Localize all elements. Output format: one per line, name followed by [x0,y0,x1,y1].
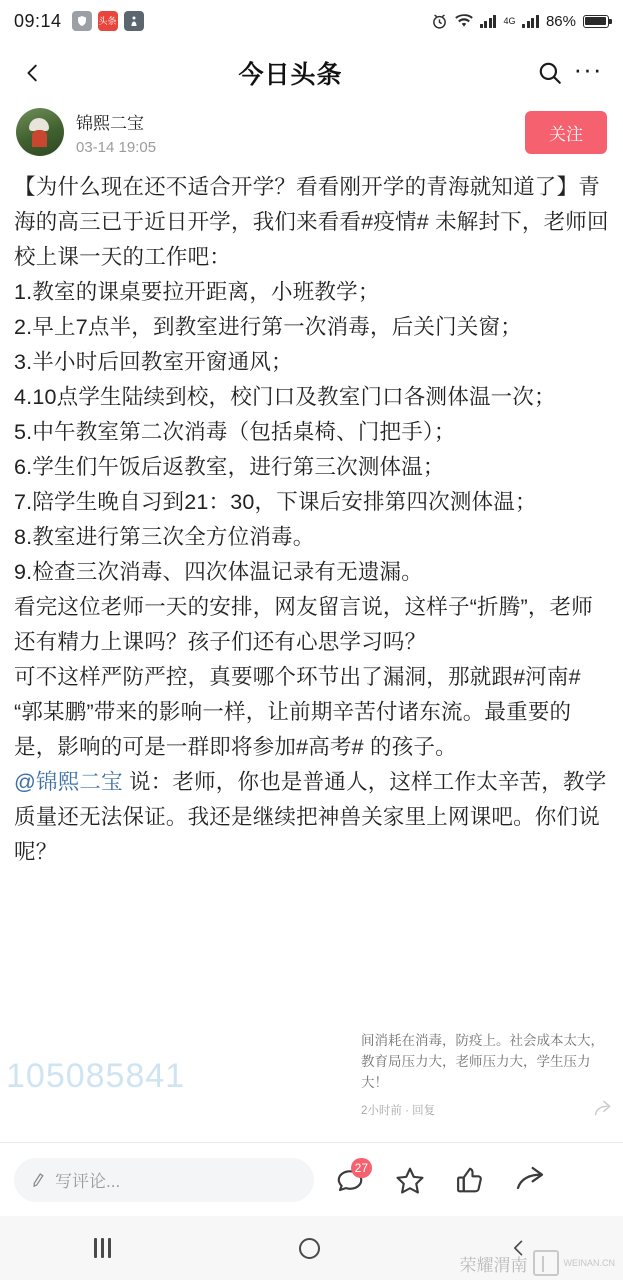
article-paragraph: 5.中午教室第二次消毒（包括桌椅、门把手）； [14,420,456,444]
news-badge-icon: 头条 [98,11,118,31]
comment-input-placeholder: 写评论... [55,1172,121,1191]
signal-bars-primary-icon [480,14,497,28]
shield-badge-icon [72,11,92,31]
reply-arrow-icon[interactable] [593,1098,613,1118]
battery-percent-label: 86% [545,12,576,30]
article-paragraph: 8.教室进行第三次全方位消毒。 [14,525,315,549]
app-badge-icon [124,11,144,31]
author-row [0,104,623,166]
system-nav-bar [0,1216,623,1280]
device-watermark [460,1250,616,1276]
comment-count-badge: 27 [351,1158,372,1178]
home-circle-icon[interactable] [299,1238,320,1259]
battery-icon [583,15,609,28]
action-bar [0,1142,623,1216]
share-arrow-icon[interactable] [506,1156,554,1204]
author-name[interactable]: 锦熙二宝 [76,113,144,133]
recent-apps-icon[interactable] [94,1238,111,1258]
article-paragraph: 可不这样严防严控，真要哪个环节出了漏洞，那就跟#河南# “郭某鹏”带来的影响一样，让前期辛苦付诸东流。最重要的是，影响的可是一群即将参加#高考# 的孩子。 [14,665,581,759]
article-paragraph: 9.检查三次消毒、四次体温记录有无遗漏。 [14,560,423,584]
quoted-comment[interactable] [361,1030,609,1122]
search-icon[interactable] [531,54,569,92]
article-paragraph: 2.早上7点半，到教室进行第一次消毒，后关门关窗； [14,315,522,339]
article-paragraph: 看完这位老师一天的安排，网友留言说，这样子“折腾”，老师还有精力上课吗？孩子们还有心思学习吗？ [14,595,593,654]
watermark-logo-icon [533,1250,559,1276]
article-paragraph: 1.教室的课桌要拉开距离，小班教学； [14,280,380,304]
article-body [0,166,623,1142]
status-clock: 09:14 [14,10,62,31]
status-notification-icons [72,11,144,31]
wifi-icon [455,14,473,28]
device-watermark-sub: WEINAN.CN [563,1258,615,1268]
device-watermark-label: 荣耀渭南 [459,1255,528,1275]
avatar[interactable] [16,108,64,156]
article-paragraph: 3.半小时后回教室开窗通风； [14,350,293,374]
comment-bubble-icon[interactable] [326,1156,374,1204]
thumbs-up-icon[interactable] [446,1156,494,1204]
back-button[interactable] [16,56,50,90]
page-title: 今日头条 [238,61,343,89]
signal-4g-label: 4G [503,16,516,26]
author-timestamp: 03-14 19:05 [76,138,157,156]
mention-link[interactable]: @锦熙二宝 [14,770,123,794]
status-right-icons [431,13,609,30]
pencil-icon [28,1169,48,1189]
alarm-icon [431,13,448,30]
more-dots-icon[interactable]: ··· [573,54,603,84]
article-paragraph-mention [14,765,609,870]
signal-bars-secondary-icon [522,14,539,28]
mention-paragraph-text: 说：老师，你也是普通人，这样工作太辛苦，教学质量还无法保证。我还是继续把神兽关家里上网课吧。你们说呢？ [14,770,607,864]
quoted-comment-text: 间消耗在消毒，防疫上。社会成本太大，教育局压力大，老师压力大，学生压力大！ [361,1033,604,1090]
article-paragraph: 【为什么现在还不适合开学？看看刚开学的青海就知道了】青海的高三已于近日开学，我们来看看#疫情# 未解封下，老师回校上课一天的工作吧： [14,175,609,269]
article-paragraph: 7.陪学生晚自习到21：30，下课后安排第四次测体温； [14,490,537,514]
comment-input[interactable] [14,1158,314,1202]
app-header [0,42,623,104]
article-paragraph: 6.学生们午饭后返教室，进行第三次测体温； [14,455,445,479]
status-bar [0,0,623,42]
star-icon[interactable] [386,1156,434,1204]
article-paragraph: 4.10点学生陆续到校，校门口及教室门口各测体温一次； [14,385,556,409]
watermark-number: 105085841 [6,1057,186,1095]
follow-button[interactable]: 关注 [525,111,607,154]
author-info [76,109,156,156]
quoted-comment-meta: 2小时前 · 回复 [361,1105,436,1117]
